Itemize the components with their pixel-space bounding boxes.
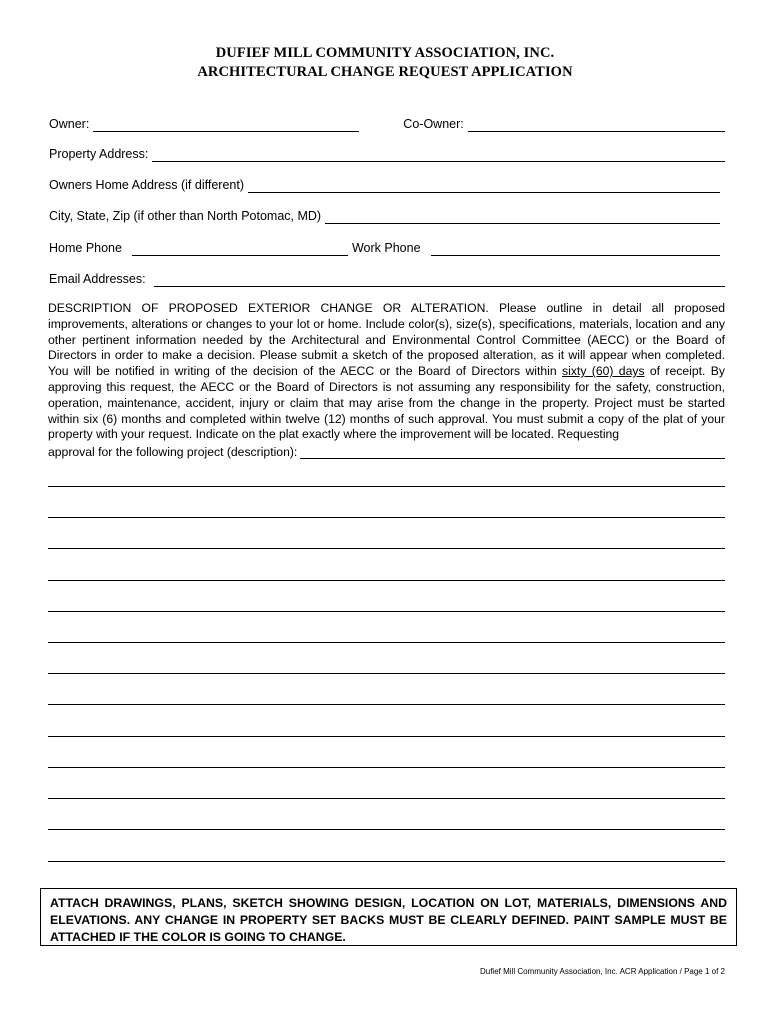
blank-line[interactable] (48, 548, 725, 549)
property-address-field[interactable] (152, 147, 725, 162)
description-text-part1: DESCRIPTION OF PROPOSED EXTERIOR CHANGE OR ALTERATION. Please outline in detail all proposed improvements, alterations or changes to your lot or home. Include color(s), size(s), specifications, materials, location and any other pertinent information needed by the Architectural and Environmental Control Committee (AECC) or the Board of Directors in order to make a decision. Please submit a sketch of the proposed alteration, as it will appear when completed. You will be notified in writing of the decision of the AECC or the Board of Directors within (48, 301, 725, 379)
city-state-zip-row (49, 204, 720, 224)
email-label: Email Addresses: (49, 272, 146, 286)
blank-line[interactable] (48, 767, 725, 768)
blank-line[interactable] (48, 861, 725, 862)
project-description-field-first-line[interactable] (300, 445, 725, 459)
blank-line[interactable] (48, 798, 725, 799)
form-title-application: ARCHITECTURAL CHANGE REQUEST APPLICATION (197, 64, 573, 80)
email-row (49, 267, 725, 287)
description-underlined-deadline: sixty (60) days (562, 364, 645, 379)
email-field[interactable] (154, 272, 725, 287)
owner-row (49, 112, 725, 132)
home-phone-label: Home Phone (49, 241, 122, 255)
property-address-row (49, 142, 725, 162)
attachment-notice-box: ATTACH DRAWINGS, PLANS, SKETCH SHOWING DESIGN, LOCATION ON LOT, MATERIALS, DIMENSIONS AND ELEVATIONS. ANY CHANGE IN PROPERTY SET BACKS MUST BE CLEARLY DEFINED. PAINT SAMPLE MUST BE ATTACHED IF THE COLOR IS GOING TO CHANGE. (40, 888, 737, 946)
city-state-zip-label: City, State, Zip (if other than North Potomac, MD) (49, 209, 322, 223)
blank-line[interactable] (48, 736, 725, 737)
blank-line[interactable] (48, 673, 725, 674)
owners-home-address-field[interactable] (248, 178, 720, 193)
home-phone-field[interactable] (132, 241, 348, 256)
owners-home-address-row (49, 173, 720, 193)
co-owner-label: Co-Owner: (403, 117, 464, 131)
blank-line[interactable] (48, 704, 725, 705)
description-paragraph (48, 301, 725, 443)
blank-line[interactable] (48, 580, 725, 581)
city-state-zip-field[interactable] (325, 209, 720, 224)
blank-line[interactable] (48, 517, 725, 518)
owner-label: Owner: (49, 117, 90, 131)
blank-line[interactable] (48, 642, 725, 643)
description-text-part2: of receipt. By approving this request, the AECC or the Board of Directors is not assuming any responsibility for the safety, construction, operation, maintenance, accident, injury or claim that may arise from the change in the property. Project must be started within six (6) months and completed within twelve (12) months of such approval. You must submit a copy of the plat of your property with your request. Indicate on the plat exactly where the improvement will be located. Requesting (48, 364, 725, 442)
description-project-label: approval for the following project (description): (48, 445, 298, 459)
blank-line[interactable] (48, 486, 725, 487)
phone-row (49, 236, 720, 256)
owner-field[interactable] (93, 117, 359, 132)
page-footer: Dufief Mill Community Association, Inc. ACR Application / Page 1 of 2 (479, 967, 725, 976)
description-last-line (48, 443, 725, 459)
property-address-label: Property Address: (49, 147, 149, 161)
blank-line[interactable] (48, 611, 725, 612)
work-phone-field[interactable] (431, 241, 720, 256)
blank-line[interactable] (48, 829, 725, 830)
form-title-association: DUFIEF MILL COMMUNITY ASSOCIATION, INC. (215, 45, 555, 61)
work-phone-label: Work Phone (351, 241, 421, 255)
owners-home-address-label: Owners Home Address (if different) (49, 178, 244, 192)
co-owner-field[interactable] (468, 117, 725, 132)
